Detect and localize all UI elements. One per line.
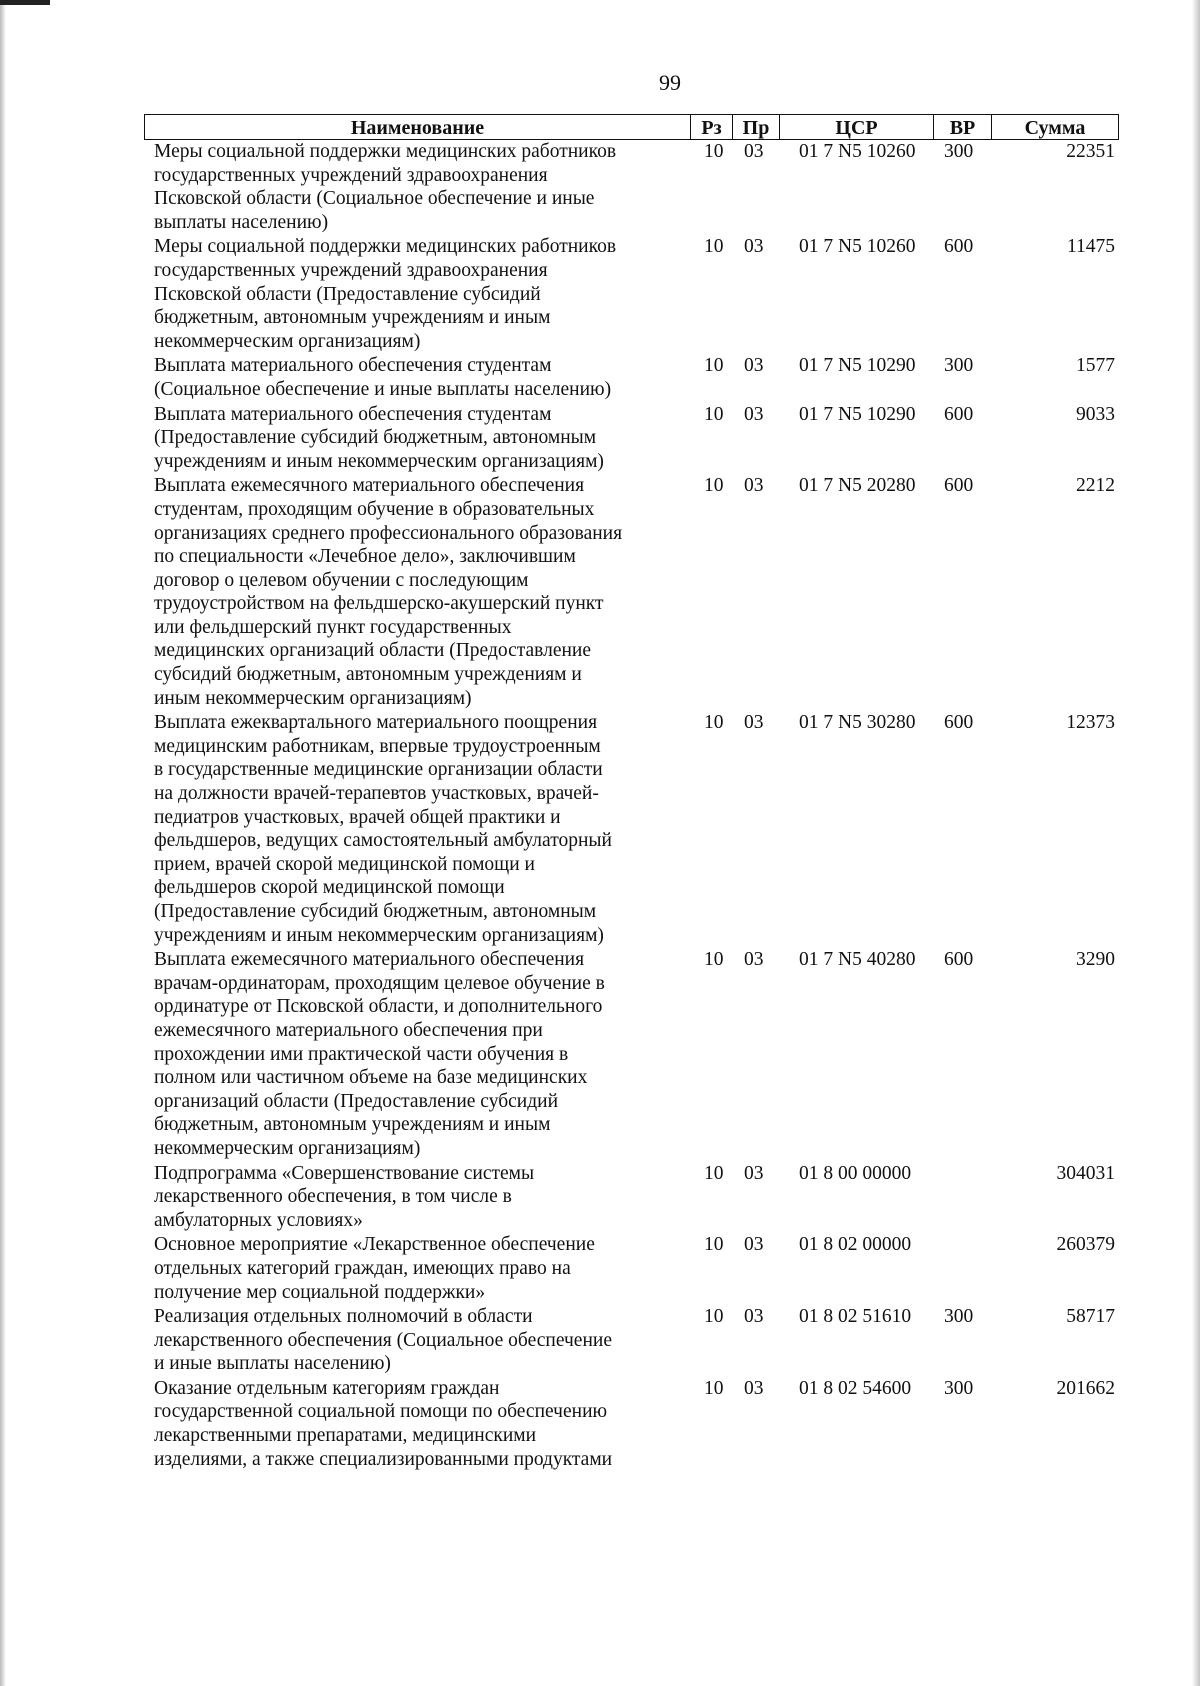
row-name: Выплата материального обеспечения студентам (Социальное обеспечение и иные выплаты населению) — [154, 355, 612, 400]
table-row — [144, 354, 1119, 401]
header-pr: Пр — [732, 115, 779, 139]
row-pr: 03 — [744, 475, 764, 497]
row-name: Подпрограмма «Совершенствование системы лекарственного обеспечения, в том числе в амбулаторных условиях» — [154, 1162, 535, 1231]
row-csr: 01 7 N5 20280 — [799, 475, 916, 497]
row-pr: 03 — [744, 1377, 764, 1399]
row-csr: 01 7 N5 40280 — [799, 949, 916, 971]
row-sum: 1577 — [1076, 355, 1115, 377]
row-rz: 10 — [704, 236, 724, 258]
row-rz: 10 — [704, 1306, 724, 1328]
row-pr: 03 — [744, 355, 764, 377]
row-vr: 300 — [944, 1306, 974, 1328]
row-vr: 600 — [944, 475, 974, 497]
row-sum: 260379 — [1056, 1234, 1115, 1256]
row-name: Выплата материального обеспечения студентам (Предоставление субсидий бюджетным, автономным учреждениям и иным некоммерческим организациям) — [154, 403, 604, 472]
header-sum: Сумма — [991, 115, 1118, 139]
table-row — [144, 403, 1119, 474]
table-row — [144, 1305, 1119, 1376]
row-rz: 10 — [704, 403, 724, 425]
row-sum: 304031 — [1056, 1162, 1115, 1184]
row-rz: 10 — [704, 141, 724, 162]
row-rz: 10 — [704, 1162, 724, 1184]
row-csr: 01 8 02 51610 — [799, 1306, 912, 1328]
scan-corner-mark — [0, 0, 50, 5]
row-rz: 10 — [704, 1234, 724, 1256]
row-rz: 10 — [704, 712, 724, 734]
row-csr: 01 7 N5 10290 — [799, 355, 916, 377]
table-row — [144, 140, 1119, 234]
row-vr: 600 — [944, 949, 974, 971]
row-csr: 01 7 N5 30280 — [799, 712, 916, 734]
header-name: Наименование — [350, 117, 485, 139]
table-row — [144, 948, 1119, 1160]
row-vr: 600 — [944, 712, 974, 734]
table-body — [144, 140, 1119, 1471]
row-sum: 2212 — [1076, 475, 1115, 497]
row-pr: 03 — [744, 949, 764, 971]
scan-edge-left — [0, 0, 6, 1686]
row-pr: 03 — [744, 712, 764, 734]
row-rz: 10 — [704, 475, 724, 497]
row-sum: 58717 — [1066, 1306, 1115, 1328]
row-name: Реализация отдельных полномочий в области лекарственного обеспечения (Социальное обеспечение и иные выплаты населению) — [154, 1306, 612, 1375]
row-name: Меры социальной поддержки медицинских работников государственных учреждений здравоохранения Псковской области (Предоставление субсидий бюджетным, автономным учреждениям и иным некоммерческим организациям) — [154, 236, 617, 352]
row-vr: 300 — [944, 1377, 974, 1399]
row-pr: 03 — [744, 403, 764, 425]
row-rz: 10 — [704, 949, 724, 971]
table-row — [144, 1233, 1119, 1304]
row-name: Меры социальной поддержки медицинских работников государственных учреждений здравоохранения Псковской области (Социальное обеспечение и иные выплаты населению) — [154, 141, 617, 233]
row-pr: 03 — [744, 1234, 764, 1256]
row-csr: 01 8 02 00000 — [799, 1234, 912, 1256]
row-name: Оказание отдельным категориям граждан государственной социальной помощи по обеспечению лекарственными препаратами, медицинскими изделиями, а также специализированными продуктами — [154, 1377, 613, 1470]
row-sum: 22351 — [1066, 141, 1115, 162]
row-name: Основное мероприятие «Лекарственное обеспечение отдельных категорий граждан, имеющих право на получение мер социальной поддержки» — [154, 1234, 595, 1303]
row-pr: 03 — [744, 1162, 764, 1184]
table-header — [144, 114, 1119, 140]
header-csr: ЦСР — [779, 115, 933, 139]
header-vr: ВР — [933, 115, 991, 139]
row-csr: 01 8 00 00000 — [799, 1162, 912, 1184]
row-sum: 12373 — [1066, 712, 1115, 734]
row-csr: 01 7 N5 10260 — [799, 236, 916, 258]
budget-table — [144, 114, 1119, 1471]
row-rz: 10 — [704, 355, 724, 377]
row-name: Выплата ежеквартального материального поощрения медицинским работникам, впервые трудоустроенным в государственные медицинские организации области на должности врачей-терапевтов участковых, врачей- педиатров участковых, врачей общей практики и фельдшеров, ведущих самостоятельный амбулаторный прием, врачей скорой медицинской помощи и фельдшеров скорой медицинской помощи (Предоставление субсидий бюджетным, автономным учреждениям и иным некоммерческим организациям) — [154, 712, 612, 946]
row-vr: 300 — [944, 141, 974, 162]
row-pr: 03 — [744, 1306, 764, 1328]
row-csr: 01 7 N5 10290 — [799, 403, 916, 425]
row-rz: 10 — [704, 1377, 724, 1399]
row-csr: 01 7 N5 10260 — [799, 141, 916, 162]
header-rz: Рз — [690, 115, 732, 139]
table-row — [144, 1162, 1119, 1233]
row-name: Выплата ежемесячного материального обеспечения студентам, проходящим обучение в образовательных организациях среднего профессионального образования по специальности «Лечебное дело», заключившим договор о целевом обучении с последующим трудоустройством на фельдшерско-акушерский пункт или фельдшерский пункт государственных медицинских организаций области (Предоставление субсидий бюджетным, автономным учреждениям и иным некоммерческим организациям) — [154, 475, 623, 709]
row-vr: 600 — [944, 236, 974, 258]
row-csr: 01 8 02 54600 — [799, 1377, 912, 1399]
row-name: Выплата ежемесячного материального обеспечения врачам-ординаторам, проходящим целевое обучение в ординатуре от Псковской области, и дополнительного ежемесячного материального обеспечения при прохождении ими практической части обучения в полном или частичном объеме на базе медицинских организаций области (Предоставление субсидий бюджетным, автономным учреждениям и иным некоммерческим организациям) — [154, 949, 605, 1159]
row-vr: 600 — [944, 403, 974, 425]
table-row — [144, 235, 1119, 353]
row-sum: 201662 — [1056, 1377, 1115, 1399]
row-pr: 03 — [744, 236, 764, 258]
page-number: 99 — [659, 70, 681, 95]
row-sum: 9033 — [1076, 403, 1115, 425]
row-sum: 3290 — [1076, 949, 1115, 971]
table-row — [144, 474, 1119, 710]
table-row — [144, 1377, 1119, 1471]
row-vr: 300 — [944, 355, 974, 377]
row-pr: 03 — [744, 141, 764, 162]
table-row — [144, 711, 1119, 947]
scan-edge-right — [1192, 0, 1200, 1686]
row-sum: 11475 — [1066, 236, 1115, 258]
